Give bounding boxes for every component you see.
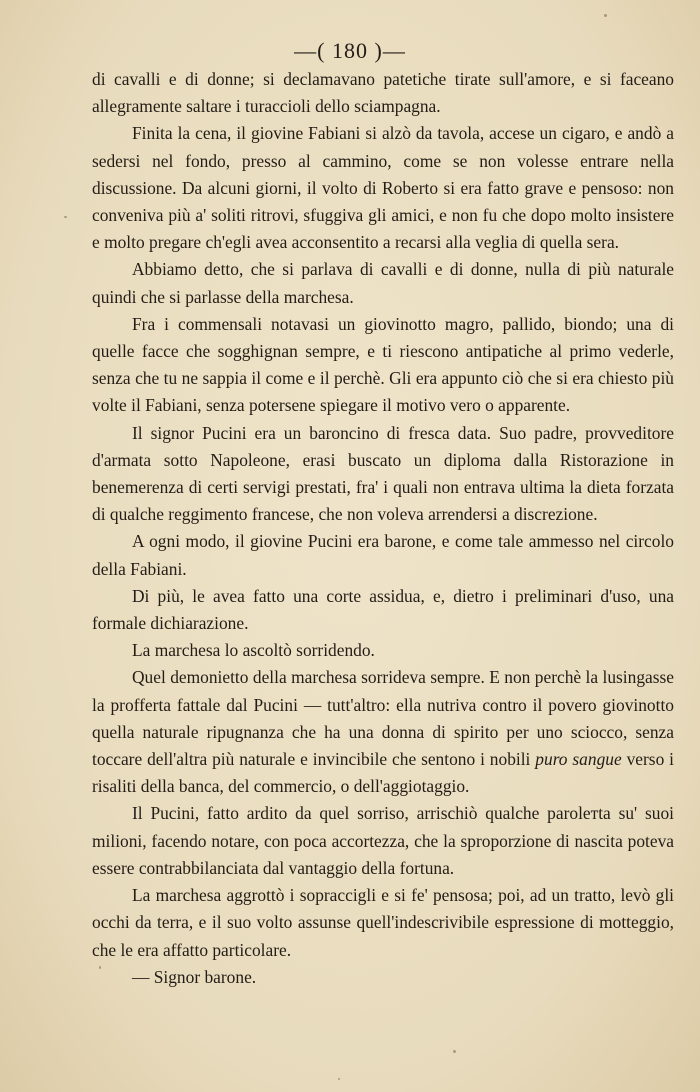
paragraph-7: Di più, le avea fatto una corte assidua, e, dietro i preliminari d'uso, una formale dichiarazione.	[92, 585, 674, 634]
paragraph-11: La marchesa aggrottò i sopraccigli e si fe' pensosa; poi, ad un tratto, levò gli occhi da terra, e il suo volto assunse quell'indescrivibile espressione di motteggio, che le era affatto particolare.	[92, 885, 674, 960]
body-text	[92, 66, 674, 991]
paragraph-3: Abbiamo detto, che si parlava di cavalli e di donne, nulla di più naturale quindi che si parlasse della marchesa.	[92, 259, 674, 307]
paragraph-6: A ogni modo, il giovine Pucini era barone, e come tale ammesso nel circolo della Fabiani.	[92, 531, 674, 579]
paragraph-9-start: Quel demonietto della marchesa sorrideva sempre. E non perchè la lusingasse la profferta fattale dal Pucini — tutt'altro: ella nutriva contro il povero giovinotto quella naturale ripugnanza che ha una donna di spirito per uno sciocco, senza toccare dell'altra più naturale e invincibile che sentono i nobili	[92, 667, 674, 770]
paper-speck	[99, 966, 101, 969]
paragraph-10: Il Pucini, fatto ardito da quel sorriso, arrischiò qualche parolетta su' suoi milioni, facendo notare, con poca accortezza, che la sproporzione di nascita poteva essere contrabbilanciata dal vantaggio della fortuna.	[92, 803, 674, 878]
paragraph-2: Finita la cena, il giovine Fabiani si alzò da tavola, accese un cigaro, e andò a sedersi nel fondo, presso al cammino, come se non volesse entrare nella discussione. Da alcuni giorni, il volto di Roberto si era fatto grave e pensoso: non conveniva più a' soliti ritrovi, sfuggiva gli amici, e non fu che dopo molto insistere e molto pregare ch'egli avea acconsentito a recarsi alla veglia di quella sera.	[92, 123, 674, 253]
paper-speck	[338, 1078, 340, 1080]
paper-speck	[64, 216, 67, 218]
paragraph-12: — Signor barone.	[132, 966, 257, 987]
paper-speck	[453, 1050, 456, 1053]
paragraph-9-end: verso i risaliti della banca, del commercio, o dell'aggiotaggio.	[92, 749, 674, 797]
paragraph-9	[92, 664, 674, 800]
paper-speck	[604, 14, 607, 17]
paragraph-1: di cavalli e di donne; si declamavano patetiche tirate sull'amore, e si faceano allegramente saltare i turaccioli dello sciampagna.	[92, 69, 674, 117]
page-number-header: —( 180 )—	[294, 38, 406, 63]
paragraph-5: Il signor Pucini era un baroncino di fresca data. Suo padre, provveditore d'armata sotto Napoleone, erasi buscato un diploma dalla Ristorazione in benemerenza di certi servigi prestati, fra' i quali non entrava ultima la dieta forzata di qualche reggimento francese, che non voleva arrendersi a discrezione.	[92, 422, 674, 525]
paragraph-8: La marchesa lo ascoltò sorridendo.	[132, 640, 375, 661]
paragraph-4: Fra i commensali notavasi un giovinotto magro, pallido, biondo; una di quelle facce che sogghignan sempre, e ti riescono antipatiche al primo vederle, senza che tu ne sappia il come e il perchè. Gli era appunto ciò che si era chiesto più volte il Fabiani, senza potersene spiegare il motivo vero o apparente.	[92, 313, 674, 416]
italic-phrase: puro sangue	[535, 749, 622, 770]
